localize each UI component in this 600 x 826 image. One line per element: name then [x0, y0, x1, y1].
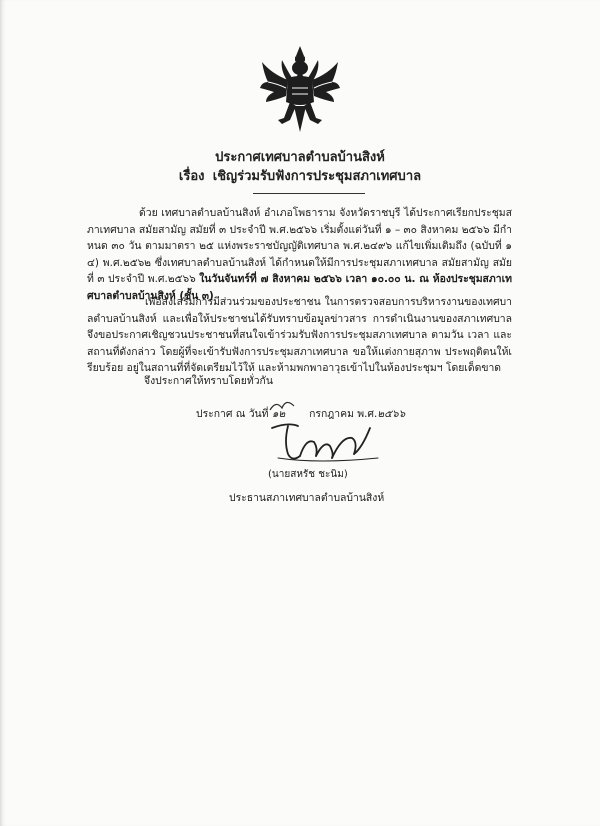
announcement-title: ประกาศเทศบาลตำบลบ้านสิงห์	[215, 150, 385, 165]
subject-label: เรื่อง	[178, 169, 205, 184]
paragraph-1-text: ด้วย เทศบาลตำบลบ้านสิงห์ อำเภอโพธาราม จังหวัดราชบุรี ได้ประกาศเรียกประชุมสภาเทศบาล สมัยสามัญ สมัยที่ ๓ ประจำปี พ.ศ.๒๕๖๖ เริ่มตั้งแต่วันที่ ๑ – ๓๐ สิงหาคม ๒๕๖๖ มีกำหนด ๓๐ วัน ตามมาตรา ๒๕ แห่งพระราชบัญญัติเทศบาล พ.ศ.๒๔๙๖ แก้ไขเพิ่มเติมถึง (ฉบับที่ ๑๔) พ.ศ.๒๕๖๒ ซึ่งเทศบาลตำบลบ้านสิงห์ ได้กำหนดให้มีการประชุมสภาเทศบาล สมัยสามัญ สมัยที่ ๓ ประจำปี พ.ศ.๒๕๖๖	[87, 207, 512, 286]
signer-name: (นายสหรัช ชะนิม)	[268, 469, 348, 480]
paragraph-2: เพื่อส่งเสริมการมีส่วนร่วมของประชาชน ในการตรวจสอบการบริหารงานของเทศบาลตำบลบ้านสิงห์ และเพื่อให้ประชาชนได้รับทราบข้อมูลข่าวสาร การดำเนินงานของสภาเทศบาล จึงขอประกาศเชิญชวนประชาชนที่สนใจเข้าร่วมรับฟังการประชุมสภาเทศบาล ตามวัน เวลา และสถานที่ดังกล่าว โดยผู้ที่จะเข้ารับฟังการประชุมสภาเทศบาล ขอให้แต่งกายสุภาพ ประพฤติตนให้เรียบร้อย อยู่ในสถานที่ที่จัดเตรียมไว้ให้ และห้ามพกพาอาวุธเข้าไปในห้องประชุมฯ โดยเด็ดขาด	[87, 296, 512, 375]
title-divider	[253, 193, 365, 194]
paragraph-1	[87, 205, 512, 305]
signer-position: ประธานสภาเทศบาลตำบลบ้านสิงห์	[229, 492, 385, 504]
handwritten-day-mark	[268, 396, 296, 412]
date-year-prefix: พ.ศ.	[357, 408, 378, 420]
announcement-subject	[0, 165, 600, 186]
date-prefix: ประกาศ ณ วันที่	[196, 408, 269, 420]
closing-statement: จึงประกาศให้ทราบโดยทั่วกัน	[144, 375, 273, 387]
garuda-emblem-icon	[258, 44, 342, 134]
subject-text: เชิญร่วมรับฟังการประชุมสภาเทศบาล	[212, 169, 422, 184]
date-year: ๒๕๖๖	[377, 408, 406, 420]
date-month: กรกฎาคม	[309, 408, 354, 420]
signature-image	[258, 418, 398, 466]
date-day: ๑๒	[271, 408, 286, 420]
meeting-datetime-location: ในวันจันทร์ที่ ๗ สิงหาคม ๒๕๖๖ เวลา ๑๐.๐๐ น. ณ ห้องประชุมสภาเทศบาลตำบลบ้านสิงห์ (ชั้น ๓)	[87, 273, 512, 302]
